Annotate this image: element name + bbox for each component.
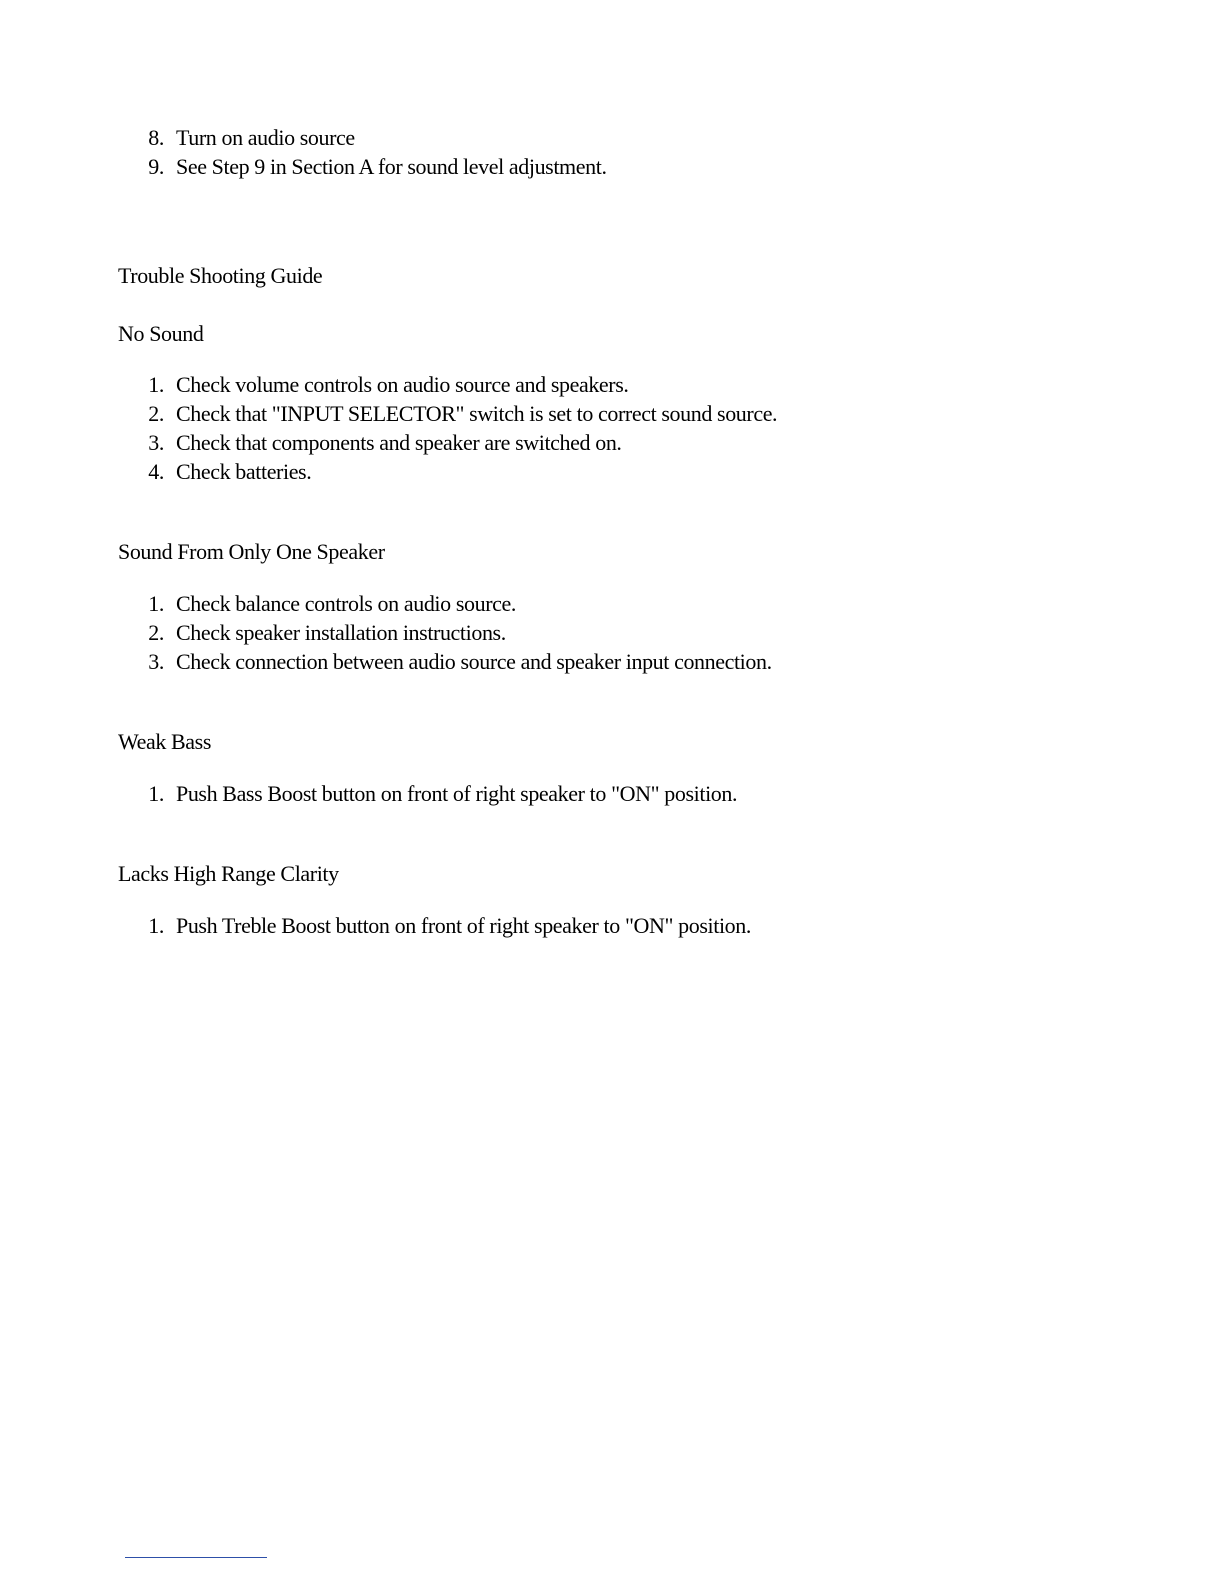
list-item-number: 1.	[148, 591, 164, 616]
list-item-number: 9.	[148, 154, 164, 179]
list-item-number: 2.	[148, 401, 164, 426]
list-item-text: Push Bass Boost button on front of right speaker to "ON" position.	[176, 781, 738, 806]
list-item-text: Check batteries.	[176, 459, 312, 484]
list-item-number: 3.	[148, 430, 164, 455]
list-item-number: 1.	[148, 372, 164, 397]
list-item-text: Check that "INPUT SELECTOR" switch is set to correct sound source.	[176, 401, 778, 426]
list-item-number: 3.	[148, 649, 164, 674]
list-item-number: 1.	[148, 781, 164, 806]
list-item-text: See Step 9 in Section A for sound level adjustment.	[176, 154, 607, 179]
list-item-text: Check speaker installation instructions.	[176, 620, 506, 645]
list-item-text: Check that components and speaker are switched on.	[176, 430, 622, 455]
list-item-number: 1.	[148, 913, 164, 938]
section-title-weak-bass: Weak Bass	[118, 729, 211, 754]
list-item-text: Check volume controls on audio source and speakers.	[176, 372, 629, 397]
list-item-text: Check connection between audio source and speaker input connection.	[176, 649, 772, 674]
list-item-number: 8.	[148, 125, 164, 150]
section-title-no-sound: No Sound	[118, 321, 204, 346]
section-title-one-speaker: Sound From Only One Speaker	[118, 539, 385, 564]
list-item-number: 2.	[148, 620, 164, 645]
list-item-text: Check balance controls on audio source.	[176, 591, 516, 616]
list-item-number: 4.	[148, 459, 164, 484]
list-item-text: Turn on audio source	[176, 125, 355, 150]
section-title-high-range: Lacks High Range Clarity	[118, 861, 339, 886]
guide-title: Trouble Shooting Guide	[118, 263, 323, 288]
list-item-text: Push Treble Boost button on front of right speaker to "ON" position.	[176, 913, 751, 938]
footnote-divider	[125, 1557, 267, 1558]
